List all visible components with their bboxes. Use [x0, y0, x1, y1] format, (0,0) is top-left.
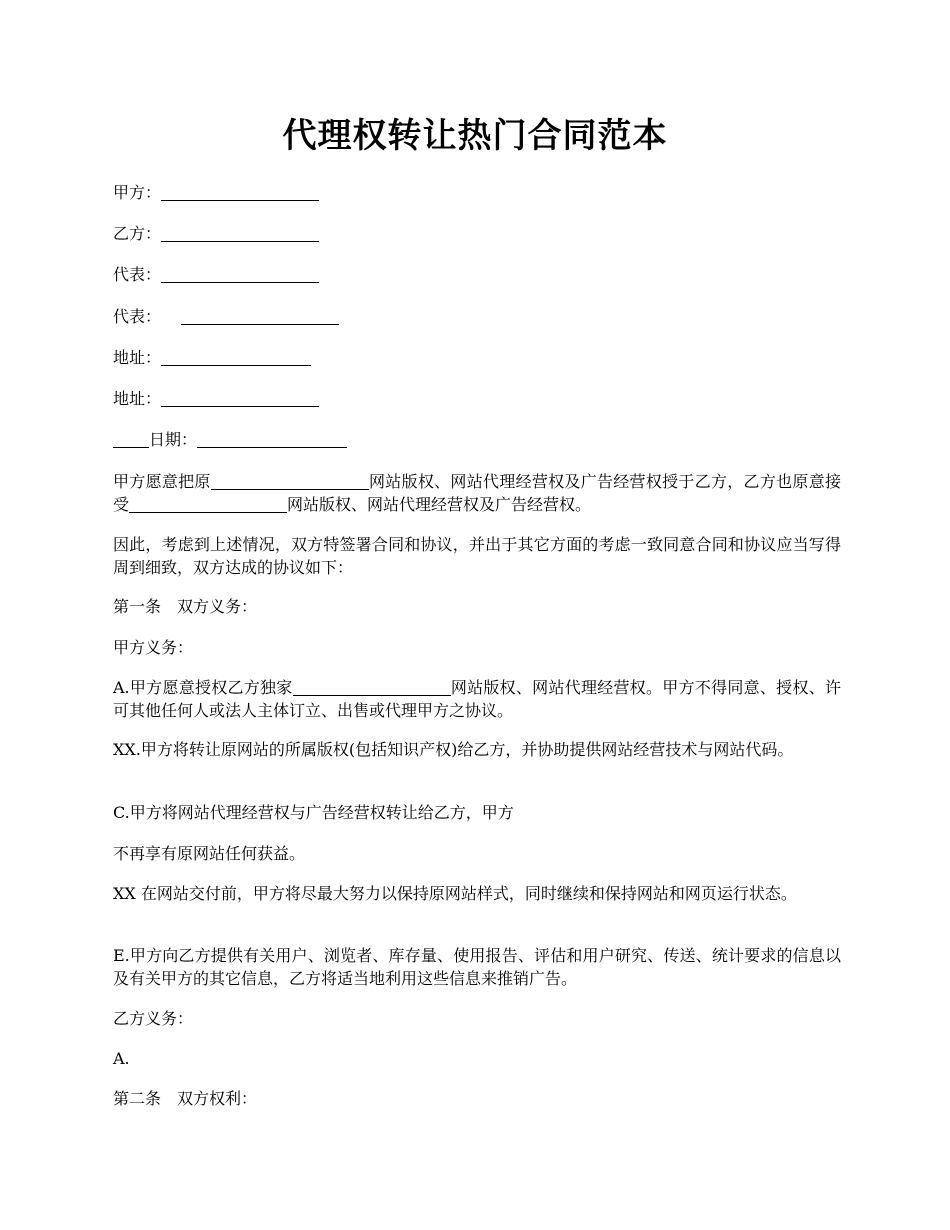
- article-1-heading: 第一条 双方义务：: [113, 597, 258, 616]
- party-a-item-d: XX 在网站交付前，甲方将尽最大努力以保持原网站样式，同时继续和保持网站和网页运行状态。: [113, 884, 797, 903]
- representative-label-1: 代表：: [113, 265, 162, 284]
- date-label: 日期：: [149, 430, 198, 449]
- representative-label-2: 代表：: [113, 307, 162, 326]
- date-blank[interactable]: [197, 431, 347, 448]
- party-a-item-c: C.甲方将网站代理经营权与广告经营权转让给乙方，甲方: [113, 803, 514, 822]
- intro-p1-part3: 网站版权、网站代理经营权及广告经营权。: [287, 495, 592, 514]
- article-2-heading: 第二条 双方权利：: [113, 1089, 258, 1108]
- address-field-2: [113, 387, 841, 411]
- date-field: [113, 428, 841, 452]
- address-label-1: 地址：: [113, 348, 162, 367]
- address-blank-2[interactable]: [161, 390, 319, 407]
- party-b-field: [113, 222, 841, 246]
- address-blank-1[interactable]: [161, 349, 311, 366]
- party-a-blank[interactable]: [161, 184, 319, 201]
- intro-blank-1[interactable]: [211, 473, 369, 490]
- intro-p1-part2: 网站版权、网站代理经营权及广告经营权授于乙方，乙方也原意接受: [113, 472, 841, 514]
- item-a-part2: 网站版权、网站代理经营权。甲方不得同意、授权、许可其他任何人或法人主体订立、出售或代理甲方之协议。: [113, 678, 841, 720]
- item-a-part1: A.甲方愿意授权乙方独家: [113, 678, 293, 697]
- intro-paragraph-2: 因此，考虑到上述情况，双方特签署合同和协议，并出于其它方面的考虑一致同意合同和协议应当写得周到细致，双方达成的协议如下：: [113, 535, 841, 577]
- party-a-item-e: E.甲方向乙方提供有关用户、浏览者、库存量、使用报告、评估和用户研究、传送、统计要求的信息以及有关甲方的其它信息，乙方将适当地利用这些信息来推销广告。: [113, 946, 841, 988]
- intro-blank-2[interactable]: [129, 496, 287, 513]
- party-b-obligations-heading: 乙方义务：: [113, 1009, 194, 1028]
- representative-field-1: [113, 263, 841, 287]
- representative-blank-1[interactable]: [161, 266, 319, 283]
- representative-blank-2[interactable]: [181, 308, 339, 325]
- party-a-item-a: [113, 676, 841, 722]
- party-a-label: 甲方：: [113, 183, 162, 202]
- party-a-item-b: XX.甲方将转让原网站的所属版权(包括知识产权)给乙方，并协助提供网站经营技术与网站代码。: [113, 740, 794, 759]
- address-field-1: [113, 346, 841, 370]
- address-label-2: 地址：: [113, 389, 162, 408]
- item-a-blank[interactable]: [293, 679, 451, 696]
- party-a-item-c-continued: 不再享有原网站任何获益。: [113, 844, 306, 863]
- party-b-label: 乙方：: [113, 224, 162, 243]
- party-a-obligations-heading: 甲方义务：: [113, 638, 194, 657]
- party-a-field: [113, 181, 841, 205]
- document-title: 代理权转让热门合同范本: [282, 116, 668, 156]
- date-prefix-blank[interactable]: [113, 431, 149, 448]
- representative-field-2: [113, 305, 841, 329]
- party-b-item-a: A.: [113, 1049, 130, 1068]
- intro-p1-part1: 甲方愿意把原: [113, 472, 211, 491]
- intro-paragraph-1: [113, 470, 841, 516]
- party-b-blank[interactable]: [161, 225, 319, 242]
